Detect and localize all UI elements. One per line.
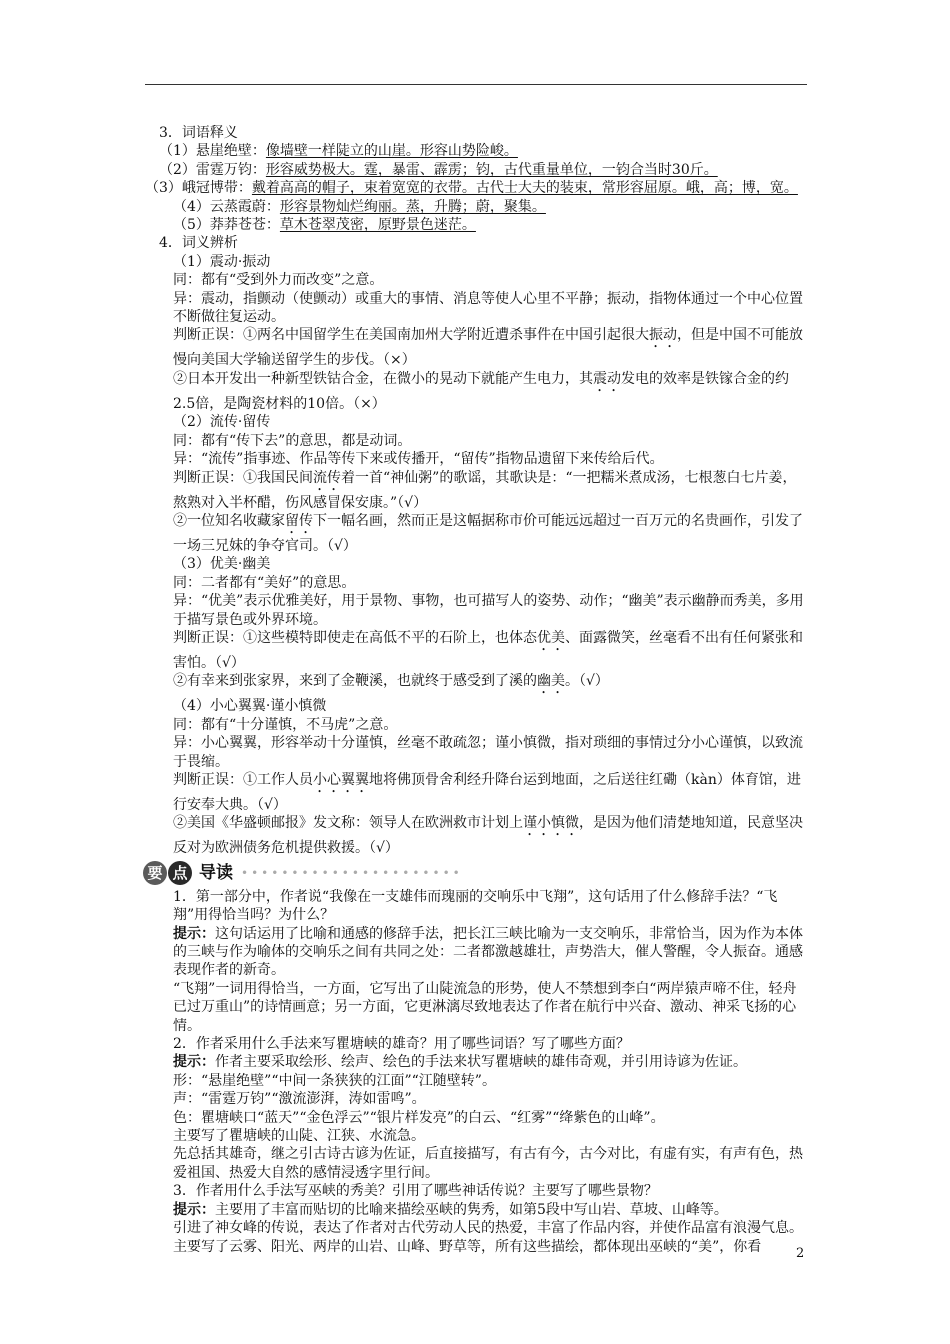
group-4-title: （4）小心翼翼·谨小慎微 — [173, 698, 327, 715]
answer-1: 提示：这句话运用了比喻和通感的修辞手法，把长江三峡比喻为一支交响乐，非常恰当，因为作为本体的三峡与作为喻体的交响乐之间有共同之处：二者都激越雄壮，声势浩大，催人警醒，令人振奋。通感表现作者的新奇。 — [173, 925, 803, 979]
group-2-title: （2）流传·留传 — [173, 414, 271, 431]
answer-2-color: 色：瞿塘峡口“蓝天”“金色浮云”“银片样发亮”的白云、“红雾”“绛紫色的山峰”。 — [173, 1109, 665, 1126]
vocab-heading: 3．词语释义 — [159, 125, 238, 141]
answer-1-b: “飞翔”一词用得恰当，一方面，它写出了山陡流急的形势，使人不禁想到李白“两岸猿声啼不住，轻舟已过万重山”的诗情画意；另一方面，它更淋漓尽致地表达了作者在航行中兴奋、激动、神采飞扬的心情。 — [173, 980, 797, 1034]
banner-dots-decoration: •••••••••••••••••••••• — [241, 865, 463, 880]
answer-3-c: 主要写了云雾、阳光、两岸的山岩、山峰、野草等，所有这些描绘，都体现出巫峡的“美”，你看 — [173, 1238, 762, 1255]
vocab-item-3: （3）峨冠博带：戴着高高的帽子，束着宽宽的衣带。古代士大夫的装束，常形容屈原。峨，高；博，宽。 — [145, 180, 798, 197]
discrim-heading: 4．词义辨析 — [159, 235, 238, 252]
answer-2: 提示：作者主要采取绘形、绘声、绘色的手法来状写瞿塘峡的雄伟奇观，并引用诗谚为佐证。 — [173, 1054, 747, 1071]
group-4-same: 同：都有“十分谨慎，不马虎”之意。 — [173, 716, 398, 733]
group-3-same: 同：二者都有“美好”的意思。 — [173, 574, 356, 591]
vocab-item-5: （5）莽莽苍苍：草木苍翠茂密，原野景色迷茫。 — [173, 217, 476, 234]
group-4-diff: 异：小心翼翼，形容举动十分谨慎，丝毫不敢疏忽；谨小慎微，指对琐细的事情过分小心谨慎，以致流于畏缩。 — [173, 735, 803, 770]
group-3-diff: 异：“优美”表示优雅美好，用于景物、事物，也可描写人的姿势、动作；“幽美”表示幽静而秀美，多用于描写景色或外界环境。 — [173, 593, 804, 628]
group-2-diff: 异：“流传”指事迹、作品等传下来或传播开，“留传”指物品遗留下来传给后代。 — [173, 451, 664, 468]
answer-2-summary: 先总括其雄奇，继之引古诗古谚为佐证，后直接描写，有古有今，古今对比，有虚有实，有声有色，热爱祖国、热爱大自然的感情浸透字里行间。 — [173, 1146, 803, 1181]
answer-2-sound: 声：“雷霆万钧”“激流澎湃，涛如雷鸣”。 — [173, 1091, 426, 1108]
page-number: 2 — [796, 1246, 805, 1261]
vocab-item-1: （1）悬崖绝壁：像墙壁一样陡立的山崖。形容山势险峻。 — [159, 143, 518, 160]
section-banner — [143, 860, 807, 886]
group-1-title: （1）震动·振动 — [173, 253, 271, 270]
section-badge-2: 点 — [168, 861, 192, 885]
group-2-same: 同：都有“传下去”的意思，都是动词。 — [173, 432, 412, 449]
header-rule — [145, 84, 807, 85]
answer-3: 提示：主要用了丰富而贴切的比喻来描绘巫峡的隽秀，如第5段中写山岩、草坡、山峰等。 — [173, 1201, 728, 1218]
group-3-judge-1: 判断正误：①这些模特即使走在高低不平的石阶上，也体态优美、面露微笑，丝毫看不出有任何紧张和害怕。（√） — [173, 629, 803, 671]
group-1-judge-1: 判断正误：①两名中国留学生在美国南加州大学附近遭杀事件在中国引起很大振动，但是中国不可能放慢向美国大学输送留学生的步伐。（×） — [173, 327, 803, 369]
group-4-judge-2: ②美国《华盛顿邮报》发文称：领导人在欧洲救市计划上谨小慎微，是因为他们清楚地知道，民意坚决反对为欧洲债务危机提供救援。（√） — [173, 815, 803, 857]
answer-2-form: 形：“悬崖绝壁”“中间一条狭狭的江面”“江随壁转”。 — [173, 1072, 496, 1089]
answer-3-b: 引进了神女峰的传说，表达了作者对古代劳动人民的热爱，丰富了作品内容，并使作品富有浪漫气息。 — [173, 1220, 803, 1237]
section-title: 导读 — [199, 862, 233, 883]
group-1-same: 同：都有“受到外力而改变”之意。 — [173, 272, 384, 289]
question-1: 1．第一部分中，作者说“我像在一支雄伟而瑰丽的交响乐中飞翔”，这句话用了什么修辞手法？“飞翔”用得恰当吗？为什么？ — [173, 888, 778, 924]
group-2-judge-2: ②一位知名收藏家留传下一幅名画，然而正是这幅据称市价可能远远超过一百万元的名贵画作，引发了一场三兄妹的争夺官司。（√） — [173, 512, 803, 554]
group-3-judge-2: ②有幸来到张家界，来到了金鞭溪，也就终于感受到了溪的幽美。（√） — [173, 673, 609, 690]
section-badge-1: 要 — [143, 861, 167, 885]
group-2-judge-1: 判断正误：①我国民间流传着一首“神仙粥”的歌谣，其歌诀是：“一把糯米煮成汤，七根葱白七片姜，熬熟对入半杯醋，伤风感冒保安康。”（√） — [173, 469, 797, 511]
answer-2-main: 主要写了瞿塘峡的山陡、江狭、水流急。 — [173, 1128, 425, 1145]
vocab-item-2: （2）雷霆万钧：形容威势极大。霆，暴雷、霹雳；钧，古代重量单位，一钧合当时30斤。 — [159, 161, 718, 178]
page-content — [145, 124, 807, 1256]
question-2: 2．作者采用什么手法来写瞿塘峡的雄奇？用了哪些词语？写了哪些方面？ — [173, 1036, 630, 1053]
question-3: 3．作者用什么手法写巫峡的秀美？引用了哪些神话传说？主要写了哪些景物？ — [173, 1183, 658, 1200]
group-3-title: （3）优美·幽美 — [173, 556, 271, 573]
group-4-judge-1: 判断正误：①工作人员小心翼翼地将佛顶骨舍利经升降台运到地面，之后送往红磡（kàn）体育馆，进行安奉大典。（√） — [173, 771, 801, 813]
group-1-judge-2: ②日本开发出一种新型铁钴合金，在微小的晃动下就能产生电力，其震动发电的效率是铁镓合金的约2.5倍，是陶瓷材料的10倍。（×） — [173, 370, 789, 412]
group-1-diff: 异：震动，指颤动（使颤动）或重大的事情、消息等使人心里不平静；振动，指物体通过一个中心位置不断做往复运动。 — [173, 290, 803, 326]
vocab-item-4: （4）云蒸霞蔚：形容景物灿烂绚丽。蒸，升腾；蔚，聚集。 — [173, 198, 546, 215]
